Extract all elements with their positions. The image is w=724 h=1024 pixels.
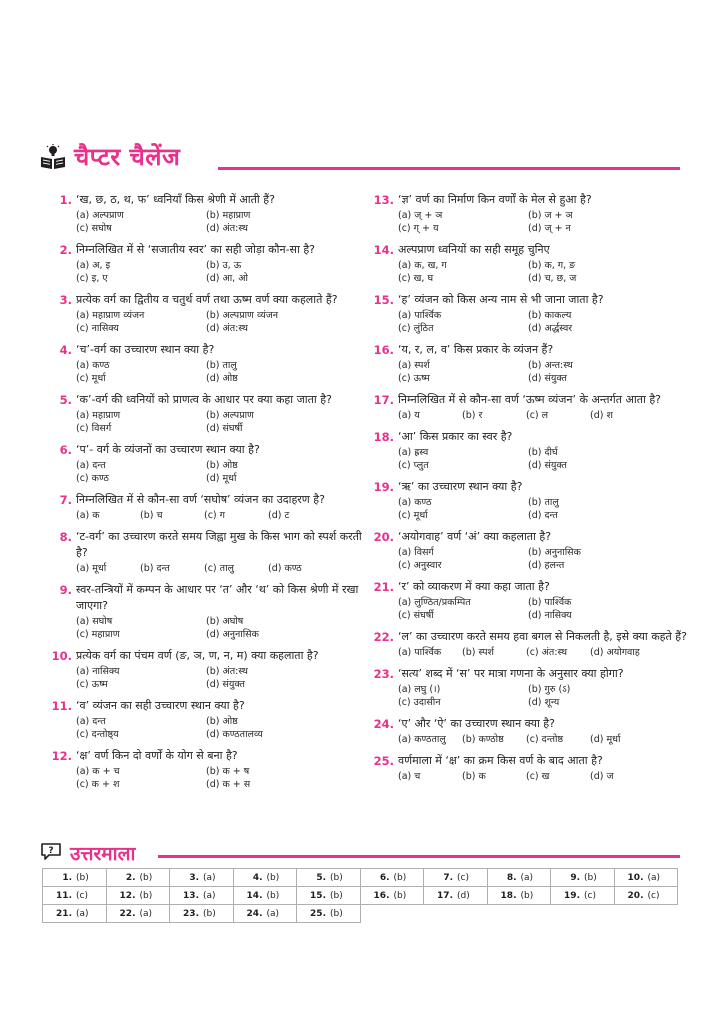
- option-item: (d) ओष्ठ: [206, 373, 238, 384]
- answer-number: 11.: [56, 890, 72, 901]
- answer-cell: [106, 869, 170, 887]
- question-item: [50, 648, 368, 691]
- answer-option: (b): [139, 890, 153, 901]
- option-item: (d) आ, ओ: [206, 273, 248, 284]
- answer-number: 7.: [443, 872, 453, 883]
- option-item: (d) संयुक्त: [528, 460, 567, 471]
- answer-row: [43, 887, 678, 905]
- answer-cell: [233, 887, 297, 905]
- option-item: (d) संयुक्त: [528, 373, 567, 384]
- answer-option: (a): [520, 872, 534, 883]
- option-item: (a) पार्श्विक: [398, 310, 442, 321]
- options-group: [398, 770, 690, 783]
- question-item: [372, 629, 690, 659]
- question-item: [50, 492, 368, 522]
- question-text: ‘अयोगवाह’ वर्ण ‘अं’ क्या कहलाता है?: [398, 530, 552, 543]
- question-text: ‘र’ को व्याकरण में क्या कहा जाता है?: [398, 580, 550, 593]
- option-item: (c) मूर्धा: [76, 373, 106, 384]
- options-group: [398, 496, 690, 522]
- answer-number: 10.: [627, 872, 644, 883]
- option-item: (c) ख, घ: [398, 273, 434, 284]
- option-item: (b) क: [462, 771, 486, 782]
- option-item: (c) ग् + य: [398, 223, 439, 234]
- question-text: ‘प’- वर्ग के व्यंजनों का उच्चारण स्थान क्या है?: [76, 443, 260, 456]
- answer-number: 12.: [119, 890, 136, 901]
- option-item: (d) ट: [268, 510, 290, 521]
- answer-cell: [297, 887, 361, 905]
- option-item: (c) ग: [204, 510, 226, 521]
- option-item: (b) क + ष: [206, 766, 250, 777]
- option-item: (a) लघु (।): [398, 684, 441, 695]
- option-item: (a) मूर्धा: [76, 563, 107, 574]
- question-item: [50, 529, 368, 575]
- question-item: [50, 748, 368, 791]
- option-item: (a) च: [398, 771, 421, 782]
- option-item: (a) ज् + ञ: [398, 210, 443, 221]
- option-item: (d) ज् + न: [528, 223, 571, 234]
- question-number: 8.: [59, 530, 72, 544]
- answer-option: (b): [584, 872, 597, 883]
- options-group: [398, 683, 690, 709]
- question-number: 17.: [373, 393, 394, 407]
- svg-text:?: ?: [48, 846, 54, 856]
- answer-cell: [170, 869, 234, 887]
- option-item: (c) संघर्षी: [398, 610, 434, 621]
- question-number: 16.: [373, 343, 394, 357]
- question-item: [50, 392, 368, 435]
- option-item: (b) अंत:स्थ: [206, 666, 248, 677]
- option-item: (c) सघोष: [76, 223, 112, 234]
- answer-cell-empty: [424, 905, 488, 923]
- question-number: 24.: [373, 717, 394, 731]
- option-item: (d) क + स: [206, 779, 251, 790]
- option-item: (a) कण्ठ: [398, 497, 432, 508]
- option-item: (a) नासिक्य: [76, 666, 120, 677]
- answer-cell-empty: [614, 905, 678, 923]
- option-item: (b) दीर्घ: [528, 447, 558, 458]
- question-item: [50, 192, 368, 235]
- answer-cell: [424, 887, 488, 905]
- question-item: [50, 698, 368, 741]
- option-item: (d) संयुक्त: [206, 679, 245, 690]
- question-number: 10.: [51, 649, 72, 663]
- question-number: 9.: [59, 583, 72, 597]
- question-item: [372, 292, 690, 335]
- option-item: (c) अनुस्वार: [398, 560, 442, 571]
- answer-cell-empty: [360, 905, 424, 923]
- options-group: [76, 615, 368, 641]
- question-item: [372, 716, 690, 746]
- option-item: (a) महाप्राण व्यंजन: [76, 310, 145, 321]
- answer-option: (c): [584, 890, 596, 901]
- option-item: (c) ऊष्म: [76, 679, 108, 690]
- answer-number: 2.: [125, 872, 136, 883]
- option-item: (b) कण्ठोष्ठ: [462, 734, 504, 745]
- option-item: (a) पार्श्विक: [398, 647, 442, 658]
- answer-cell: [43, 905, 107, 923]
- option-item: (d) च, छ, ज: [528, 273, 577, 284]
- question-text: ‘ट-वर्ग’ का उच्चारण करते समय जिह्वा मुख के किस भाग को स्पर्श करती है?: [76, 530, 362, 559]
- answer-cell: [487, 869, 551, 887]
- answer-cell: [170, 905, 234, 923]
- answer-option: (b): [330, 908, 343, 919]
- answer-option: (b): [330, 890, 343, 901]
- answer-number: 16.: [373, 890, 390, 901]
- answer-cell-empty: [551, 905, 615, 923]
- option-item: (a) अ, इ: [76, 260, 111, 271]
- answer-key-title: उत्तरमाला: [70, 843, 136, 865]
- option-item: (c) ऊष्म: [398, 373, 430, 384]
- option-item: (a) दन्त: [76, 460, 106, 471]
- question-number: 2.: [59, 243, 72, 257]
- option-item: (d) श: [590, 410, 613, 421]
- option-item: (a) कण्ठ: [76, 360, 110, 371]
- options-group: [398, 359, 690, 385]
- option-item: (c) कण्ठ: [76, 473, 109, 484]
- answer-option: (c): [647, 890, 660, 901]
- answer-option: (a): [266, 908, 280, 919]
- options-group: [398, 309, 690, 335]
- question-item: [50, 242, 368, 285]
- question-text: अल्पप्राण ध्वनियों का सही समूह चुनिए: [398, 243, 550, 256]
- question-number: 14.: [373, 243, 394, 257]
- option-item: (b) क, ग, ङ: [528, 260, 576, 271]
- answer-number: 21.: [56, 908, 72, 919]
- question-text: निम्नलिखित में से कौन-सा वर्ण ‘ऊष्म व्यंजन’ के अन्तर्गत आता है?: [398, 393, 661, 406]
- question-item: [372, 192, 690, 235]
- option-item: (d) कण्ठ: [268, 563, 302, 574]
- answer-option: (b): [266, 890, 280, 901]
- question-text: ‘ल’ का उच्चारण करते समय हवा बगल से निकलती है, इसे क्या कहते हैं?: [398, 630, 687, 643]
- question-text: ‘क्ष’ वर्ण किन दो वर्णों के योग से बना है?: [76, 749, 238, 762]
- answer-option: (a): [647, 872, 661, 883]
- answer-number: 20.: [627, 890, 644, 901]
- question-number: 3.: [59, 293, 72, 307]
- question-number: 21.: [373, 580, 394, 594]
- option-item: (b) च: [140, 510, 163, 521]
- answer-option: (c): [457, 872, 469, 883]
- options-group: [398, 409, 690, 422]
- speech-question-icon: [40, 842, 62, 862]
- questions-left-column: [50, 192, 368, 798]
- option-item: (b) अल्पप्राण: [206, 410, 254, 421]
- answer-number: 18.: [500, 890, 517, 901]
- question-number: 15.: [373, 293, 394, 307]
- options-group: [398, 596, 690, 622]
- answer-option: (c): [76, 890, 88, 901]
- question-text: ‘ह’ व्यंजन को किस अन्य नाम से भी जाना जाता है?: [398, 293, 604, 306]
- chapter-title-rule: [218, 167, 680, 170]
- question-text: निम्नलिखित में से ‘सजातीय स्वर’ का सही जोड़ा कौन-सा है?: [76, 243, 316, 256]
- chapter-header: [40, 140, 680, 176]
- answer-option: (b): [330, 872, 343, 883]
- question-item: [50, 342, 368, 385]
- question-text: प्रत्येक वर्ग का द्वितीय व चतुर्थ वर्ण तथा ऊष्म वर्ण क्या कहलाते हैं?: [76, 293, 338, 306]
- answer-cell: [233, 869, 297, 887]
- options-group: [76, 409, 368, 435]
- questions-right-column: [372, 192, 690, 790]
- answer-number: 15.: [310, 890, 326, 901]
- answer-row: [43, 869, 678, 887]
- option-item: (a) महाप्राण: [76, 410, 121, 421]
- answer-option: (b): [203, 908, 216, 919]
- answer-number: 8.: [506, 872, 517, 883]
- answer-cell: [487, 887, 551, 905]
- option-item: (b) तालु: [206, 360, 237, 371]
- question-item: [372, 579, 690, 622]
- options-group: [398, 209, 690, 235]
- option-item: (b) ओष्ठ: [206, 716, 238, 727]
- option-item: (d) संघर्षी: [206, 423, 243, 434]
- answer-cell: [233, 905, 297, 923]
- options-group: [76, 459, 368, 485]
- options-group: [76, 309, 368, 335]
- answer-number: 9.: [570, 872, 580, 883]
- question-text: ‘क’-वर्ग की ध्वनियों को प्राणत्व के आधार पर क्या कहा जाता है?: [76, 393, 332, 406]
- question-number: 25.: [373, 754, 394, 768]
- question-item: [50, 292, 368, 335]
- option-item: (c) तालु: [204, 563, 234, 574]
- answer-number: 17.: [437, 890, 453, 901]
- option-item: (d) मूर्धा: [206, 473, 237, 484]
- answer-row: [43, 905, 678, 923]
- options-group: [398, 546, 690, 572]
- question-item: [372, 242, 690, 285]
- answer-number: 13.: [183, 890, 199, 901]
- answer-number: 24.: [246, 908, 263, 919]
- answer-cell: [43, 887, 107, 905]
- question-text: ‘आ’ किस प्रकार का स्वर है?: [398, 430, 513, 443]
- options-group: [76, 765, 368, 791]
- question-number: 1.: [59, 193, 72, 207]
- answer-option: (a): [203, 872, 216, 883]
- answer-number: 6.: [379, 872, 390, 883]
- option-item: (b) अन्त:स्थ: [528, 360, 573, 371]
- question-text: स्वर-तन्त्रियों में कम्पन के आधार पर ‘त’ और ‘थ’ को किस श्रेणी में रखा जाएगा?: [76, 583, 359, 612]
- options-group: [398, 733, 690, 746]
- question-number: 12.: [51, 749, 72, 763]
- option-item: (a) अल्पप्राण: [76, 210, 124, 221]
- option-item: (b) अनुनासिक: [528, 547, 581, 558]
- option-item: (b) अल्पप्राण व्यंजन: [206, 310, 279, 321]
- option-item: (b) दन्त: [140, 563, 170, 574]
- option-item: (d) दन्त: [528, 510, 558, 521]
- option-item: (a) दन्त: [76, 716, 106, 727]
- option-item: (a) स्पर्श: [398, 360, 430, 371]
- option-item: (a) कण्ठतालु: [398, 734, 446, 745]
- question-text: ‘ऋ’ का उच्चारण स्थान क्या है?: [398, 480, 523, 493]
- question-item: [372, 753, 690, 783]
- answer-number: 5.: [316, 872, 326, 883]
- answer-key-table: [42, 868, 678, 923]
- option-item: (b) महाप्राण: [206, 210, 251, 221]
- question-item: [372, 479, 690, 522]
- answer-number: 23.: [183, 908, 199, 919]
- option-item: (d) अयोगवाह: [590, 647, 640, 658]
- answer-cell: [297, 905, 361, 923]
- question-text: ‘ज्ञ’ वर्ण का निर्माण किन वर्णों के मेल से हुआ है?: [398, 193, 592, 206]
- option-item: (b) ओष्ठ: [206, 460, 238, 471]
- option-item: (b) र: [462, 410, 483, 421]
- option-item: (c) इ, ए: [76, 273, 108, 284]
- question-item: [50, 442, 368, 485]
- answer-number: 3.: [189, 872, 199, 883]
- answer-option: (d): [457, 890, 470, 901]
- answer-option: (a): [76, 908, 89, 919]
- book-lightbulb-icon: [40, 144, 66, 170]
- question-item: [372, 529, 690, 572]
- question-number: 13.: [373, 193, 394, 207]
- option-item: (d) अंत:स्थ: [206, 223, 248, 234]
- question-text: वर्णमाला में ‘क्ष’ का क्रम किस वर्ण के बाद आता है?: [398, 754, 603, 767]
- option-item: (c) दन्तोष्ठ्य: [76, 729, 119, 740]
- option-item: (c) लुंठित: [398, 323, 434, 334]
- option-item: (d) अनुनासिक: [206, 629, 259, 640]
- option-item: (b) स्पर्श: [462, 647, 495, 658]
- options-group: [76, 562, 368, 575]
- question-number: 23.: [373, 667, 394, 681]
- answer-option: (a): [139, 908, 153, 919]
- question-number: 22.: [373, 630, 394, 644]
- answer-cell: [43, 869, 107, 887]
- question-number: 5.: [59, 393, 72, 407]
- option-item: (b) उ, ऊ: [206, 260, 242, 271]
- option-item: (c) नासिक्य: [76, 323, 119, 334]
- option-item: (c) विसर्ग: [76, 423, 112, 434]
- answer-cell: [551, 887, 615, 905]
- answer-cell: [297, 869, 361, 887]
- answer-cell: [360, 887, 424, 905]
- answer-number: 1.: [62, 872, 72, 883]
- options-group: [76, 665, 368, 691]
- answer-option: (b): [520, 890, 534, 901]
- option-item: (c) ल: [526, 410, 549, 421]
- question-item: [372, 392, 690, 422]
- options-group: [398, 446, 690, 472]
- question-number: 20.: [373, 530, 394, 544]
- option-item: (a) क, ख, ग: [398, 260, 447, 271]
- question-item: [372, 342, 690, 385]
- answer-option: (b): [76, 872, 89, 883]
- question-text: ‘ए’ और ‘ऐ’ का उच्चारण स्थान क्या है?: [398, 717, 555, 730]
- question-text: ‘य, र, ल, व’ किस प्रकार के व्यंजन हैं?: [398, 343, 554, 356]
- option-item: (b) पार्श्विक: [528, 597, 572, 608]
- option-item: (d) ज: [590, 771, 614, 782]
- answer-cell: [106, 887, 170, 905]
- options-group: [76, 359, 368, 385]
- option-item: (b) तालु: [528, 497, 559, 508]
- option-item: (d) कण्ठतालव्य: [206, 729, 263, 740]
- option-item: (c) मूर्धा: [398, 510, 428, 521]
- option-item: (b) गुरु (ऽ): [528, 684, 571, 695]
- option-item: (a) लुण्ठित/प्रकम्पित: [398, 597, 471, 608]
- question-number: 18.: [373, 430, 394, 444]
- question-number: 4.: [59, 343, 72, 357]
- option-item: (d) नासिक्य: [528, 610, 572, 621]
- question-text: निम्नलिखित में से कौन-सा वर्ण ‘सघोष’ व्यंजन का उदाहरण है?: [76, 493, 325, 506]
- question-number: 11.: [51, 699, 72, 713]
- answer-cell: [424, 869, 488, 887]
- chapter-title: चैप्टर चैलेंज: [74, 143, 181, 171]
- option-item: (c) उदासीन: [398, 697, 441, 708]
- answer-option: (b): [393, 890, 407, 901]
- option-item: (a) क: [76, 510, 100, 521]
- option-item: (c) महाप्राण: [76, 629, 120, 640]
- question-item: [372, 429, 690, 472]
- option-item: (c) ख: [526, 771, 550, 782]
- question-item: [50, 582, 368, 641]
- option-item: (a) विसर्ग: [398, 547, 434, 558]
- option-item: (b) काकल्य: [528, 310, 572, 321]
- answer-number: 22.: [119, 908, 136, 919]
- answer-cell: [614, 887, 678, 905]
- option-item: (a) य: [398, 410, 420, 421]
- question-number: 19.: [373, 480, 394, 494]
- options-group: [398, 646, 690, 659]
- answer-number: 25.: [310, 908, 326, 919]
- answer-key-rule: [158, 855, 680, 858]
- question-text: ‘ख, छ, ठ, थ, फ’ ध्वनियाँ किस श्रेणी में आती हैं?: [76, 193, 275, 206]
- answer-cell: [170, 887, 234, 905]
- answer-cell: [360, 869, 424, 887]
- option-item: (a) ह्रस्व: [398, 447, 429, 458]
- option-item: (d) अंत:स्थ: [206, 323, 248, 334]
- answer-cell-empty: [487, 905, 551, 923]
- option-item: (b) ज + ञ: [528, 210, 573, 221]
- option-item: (b) अघोष: [206, 616, 244, 627]
- option-item: (d) अर्द्धस्वर: [528, 323, 573, 334]
- option-item: (d) हलन्त: [528, 560, 565, 571]
- question-text: प्रत्येक वर्ग का पंचम वर्ण (ङ, ञ, ण, न, म) क्या कहलाता है?: [76, 649, 319, 662]
- answer-number: 14.: [246, 890, 263, 901]
- option-item: (c) दन्तोष्ठ: [526, 734, 564, 745]
- answer-option: (b): [139, 872, 153, 883]
- question-text: ‘व’ व्यंजन का सही उच्चारण स्थान क्या है?: [76, 699, 245, 712]
- answer-number: 4.: [252, 872, 263, 883]
- options-group: [76, 715, 368, 741]
- option-item: (a) सघोष: [76, 616, 113, 627]
- answer-key-header: [40, 840, 680, 866]
- options-group: [76, 259, 368, 285]
- question-text: ‘सत्य’ शब्द में ‘स’ पर मात्रा गणना के अनुसार क्या होगा?: [398, 667, 624, 680]
- answer-option: (b): [266, 872, 280, 883]
- options-group: [76, 209, 368, 235]
- option-item: (a) क + च: [76, 766, 120, 777]
- option-item: (d) शून्य: [528, 697, 560, 708]
- answer-option: (b): [393, 872, 407, 883]
- question-number: 7.: [59, 493, 72, 507]
- options-group: [398, 259, 690, 285]
- answer-number: 19.: [564, 890, 580, 901]
- option-item: (c) अंत:स्थ: [526, 647, 568, 658]
- answer-cell: [551, 869, 615, 887]
- options-group: [76, 509, 368, 522]
- answer-cell: [106, 905, 170, 923]
- answer-option: (a): [203, 890, 216, 901]
- answer-cell: [614, 869, 678, 887]
- option-item: (c) प्लुत: [398, 460, 429, 471]
- option-item: (d) मूर्धा: [590, 734, 621, 745]
- question-number: 6.: [59, 443, 72, 457]
- option-item: (c) क + श: [76, 779, 120, 790]
- question-item: [372, 666, 690, 709]
- question-text: ‘च’-वर्ग का उच्चारण स्थान क्या है?: [76, 343, 215, 356]
